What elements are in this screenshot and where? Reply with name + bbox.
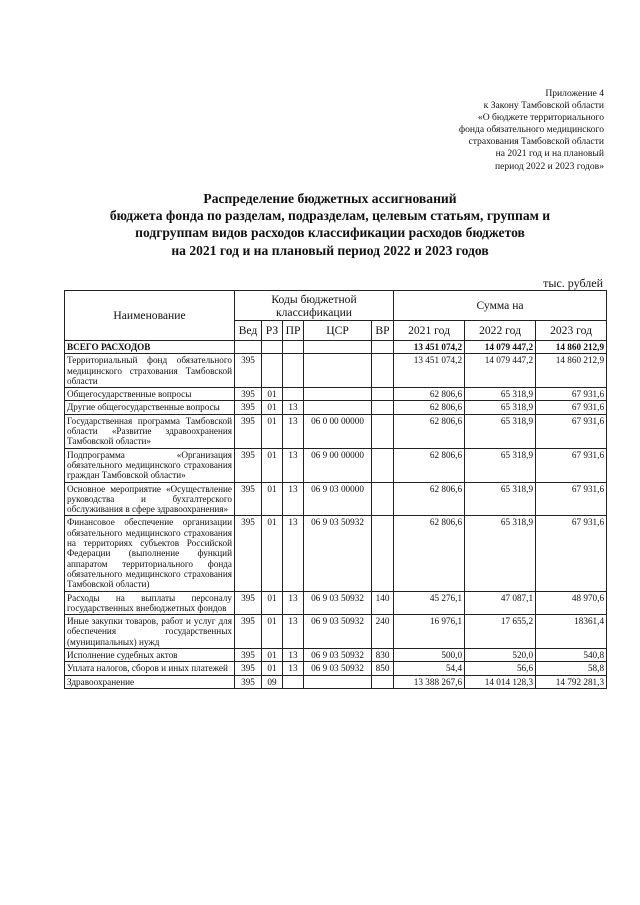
header-2023: 2023 год [536, 321, 607, 341]
header-csr: ЦСР [304, 321, 372, 341]
cell-2021: 54,4 [394, 662, 465, 675]
cell-pr [283, 388, 304, 401]
header-ved: Вед [235, 321, 262, 341]
cell-csr: 06 9 03 50932 [304, 649, 372, 662]
header-name: Наименование [65, 291, 235, 341]
cell-vr [372, 341, 394, 354]
cell-ved: 395 [235, 482, 262, 516]
cell-pr [283, 675, 304, 688]
cell-2022: 65 318,9 [465, 516, 536, 591]
table-row [65, 414, 607, 448]
cell-2022: 14 079 447,2 [465, 354, 536, 388]
cell-2023: 48 970,6 [536, 591, 607, 615]
cell-ved: 395 [235, 448, 262, 482]
cell-2023: 67 931,6 [536, 388, 607, 401]
cell-csr: 06 0 00 00000 [304, 414, 372, 448]
cell-pr [283, 354, 304, 388]
cell-2023: 14 860 212,9 [536, 354, 607, 388]
cell-csr [304, 341, 372, 354]
cell-2023: 67 931,6 [536, 414, 607, 448]
cell-2021: 13 451 074,2 [394, 354, 465, 388]
table-row [65, 354, 607, 388]
cell-2022: 56,6 [465, 662, 536, 675]
cell-2022: 65 318,9 [465, 448, 536, 482]
cell-pr: 13 [283, 662, 304, 675]
cell-name: Общегосударственные вопросы [65, 388, 235, 401]
cell-name: Уплата налогов, сборов и иных платежей [65, 662, 235, 675]
cell-csr [304, 675, 372, 688]
cell-csr [304, 401, 372, 414]
cell-2022: 65 318,9 [465, 482, 536, 516]
title-line: Распределение бюджетных ассигнований [203, 191, 457, 206]
cell-rz: 01 [262, 448, 283, 482]
table-row [65, 675, 607, 688]
cell-2022: 47 087,1 [465, 591, 536, 615]
table-row [65, 649, 607, 662]
cell-2022: 14 014 128,3 [465, 675, 536, 688]
cell-rz: 01 [262, 401, 283, 414]
header-vr: ВР [372, 321, 394, 341]
header-2021: 2021 год [394, 321, 465, 341]
cell-name: Подпрограмма «Организация обязательного медицинского страхования граждан Тамбовской области» [65, 448, 235, 482]
cell-pr: 13 [283, 516, 304, 591]
cell-ved [235, 341, 262, 354]
table-row [65, 662, 607, 675]
cell-2023: 58,8 [536, 662, 607, 675]
cell-2023: 67 931,6 [536, 482, 607, 516]
cell-ved: 395 [235, 615, 262, 649]
cell-name: Иные закупки товаров, работ и услуг для обеспечения государственных (муниципальных) нужд [65, 615, 235, 649]
cell-ved: 395 [235, 354, 262, 388]
cell-rz: 01 [262, 482, 283, 516]
cell-rz [262, 341, 283, 354]
cell-vr: 850 [372, 662, 394, 675]
cell-2023: 67 931,6 [536, 516, 607, 591]
appendix-header [344, 88, 604, 173]
cell-pr [283, 341, 304, 354]
table-row [65, 516, 607, 591]
cell-2021: 500,0 [394, 649, 465, 662]
cell-2023: 18361,4 [536, 615, 607, 649]
cell-rz: 09 [262, 675, 283, 688]
table-row [65, 401, 607, 414]
appendix-line: «О бюджете территориального [477, 112, 604, 124]
table-row [65, 448, 607, 482]
cell-csr: 06 9 03 50932 [304, 615, 372, 649]
cell-csr: 06 9 03 50932 [304, 662, 372, 675]
cell-csr [304, 388, 372, 401]
cell-2022: 65 318,9 [465, 414, 536, 448]
cell-pr: 13 [283, 482, 304, 516]
cell-ved: 395 [235, 662, 262, 675]
cell-vr [372, 448, 394, 482]
cell-vr [372, 414, 394, 448]
header-2022: 2022 год [465, 321, 536, 341]
cell-ved: 395 [235, 675, 262, 688]
cell-2022: 520,0 [465, 649, 536, 662]
title-line: бюджета фонда по разделам, подразделам, целевым статьям, группам и [109, 208, 551, 224]
cell-name: Финансовое обеспечение организации обязательного медицинского страхования на территориях субъектов Российской Федерации (выполнение функций аппаратом территориального фонда обязательного медицинского страхования Тамбовской области) [65, 516, 235, 591]
cell-ved: 395 [235, 388, 262, 401]
table-row [65, 615, 607, 649]
cell-2022: 17 655,2 [465, 615, 536, 649]
cell-2023: 67 931,6 [536, 448, 607, 482]
cell-2021: 45 276,1 [394, 591, 465, 615]
cell-csr: 06 9 00 00000 [304, 448, 372, 482]
cell-pr: 13 [283, 615, 304, 649]
cell-ved: 395 [235, 649, 262, 662]
title-line: на 2021 год и на плановый период 2022 и 2023 годов [171, 242, 489, 258]
cell-pr: 13 [283, 448, 304, 482]
table-row [65, 482, 607, 516]
appendix-line: к Закону Тамбовской области [483, 100, 604, 112]
cell-pr: 13 [283, 591, 304, 615]
cell-csr: 06 9 03 50932 [304, 516, 372, 591]
total-row [65, 341, 607, 354]
cell-vr [372, 675, 394, 688]
cell-rz: 01 [262, 591, 283, 615]
table-row [65, 388, 607, 401]
cell-2021: 13 451 074,2 [394, 341, 465, 354]
cell-vr [372, 388, 394, 401]
cell-name: Территориальный фонд обязательного медицинского страхования Тамбовской области [65, 354, 235, 388]
cell-rz: 01 [262, 649, 283, 662]
cell-pr: 13 [283, 401, 304, 414]
cell-vr [372, 354, 394, 388]
cell-vr: 140 [372, 591, 394, 615]
cell-name: Государственная программа Тамбовской области «Развитие здравоохранения Тамбовской области» [65, 414, 235, 448]
header-sum-group: Сумма на [394, 291, 607, 321]
appendix-line: страхования Тамбовской области [468, 136, 604, 148]
cell-rz: 01 [262, 516, 283, 591]
cell-2023: 540,8 [536, 649, 607, 662]
header-rz: РЗ [262, 321, 283, 341]
cell-2021: 16 976,1 [394, 615, 465, 649]
units-label: тыс. рублей [543, 276, 603, 290]
cell-rz [262, 354, 283, 388]
cell-rz: 01 [262, 615, 283, 649]
appendix-line: фонда обязательного медицинского [458, 124, 604, 136]
document-title [60, 190, 600, 259]
cell-ved: 395 [235, 414, 262, 448]
cell-ved: 395 [235, 516, 262, 591]
cell-name: ВСЕГО РАСХОДОВ [65, 341, 235, 354]
cell-rz: 01 [262, 414, 283, 448]
cell-name: Основное мероприятие «Осуществление руководства и бухгалтерского обслуживания в сфере здравоохранения» [65, 482, 235, 516]
cell-2021: 62 806,6 [394, 401, 465, 414]
cell-2021: 62 806,6 [394, 414, 465, 448]
title-line: подгруппам видов расходов классификации расходов бюджетов [135, 225, 525, 241]
cell-vr [372, 401, 394, 414]
appendix-line: период 2022 и 2023 годов» [494, 160, 604, 172]
cell-pr: 13 [283, 414, 304, 448]
cell-rz: 01 [262, 388, 283, 401]
cell-ved: 395 [235, 401, 262, 414]
cell-name: Расходы на выплаты персоналу государственных внебюджетных фондов [65, 591, 235, 615]
header-codes-group: Коды бюджетной классификации [235, 291, 394, 321]
header-pr: ПР [283, 321, 304, 341]
cell-2021: 62 806,6 [394, 482, 465, 516]
cell-2021: 62 806,6 [394, 448, 465, 482]
table-row [65, 591, 607, 615]
cell-name: Здравоохранение [65, 675, 235, 688]
cell-vr: 240 [372, 615, 394, 649]
cell-pr: 13 [283, 649, 304, 662]
cell-2023: 14 860 212,9 [536, 341, 607, 354]
cell-csr [304, 354, 372, 388]
cell-vr [372, 482, 394, 516]
cell-2023: 67 931,6 [536, 401, 607, 414]
cell-2021: 62 806,6 [394, 516, 465, 591]
cell-2022: 65 318,9 [465, 401, 536, 414]
appendix-line: Приложение 4 [545, 88, 604, 99]
cell-csr: 06 9 03 00000 [304, 482, 372, 516]
cell-2022: 65 318,9 [465, 388, 536, 401]
cell-ved: 395 [235, 591, 262, 615]
budget-table [64, 290, 607, 689]
cell-csr: 06 9 03 50932 [304, 591, 372, 615]
cell-name: Исполнение судебных актов [65, 649, 235, 662]
cell-vr [372, 516, 394, 591]
cell-2022: 14 079 447,2 [465, 341, 536, 354]
appendix-line: на 2021 год и на плановый [495, 148, 604, 160]
cell-rz: 01 [262, 662, 283, 675]
cell-2023: 14 792 281,3 [536, 675, 607, 688]
cell-2021: 13 388 267,6 [394, 675, 465, 688]
cell-name: Другие общегосударственные вопросы [65, 401, 235, 414]
cell-vr: 830 [372, 649, 394, 662]
cell-2021: 62 806,6 [394, 388, 465, 401]
